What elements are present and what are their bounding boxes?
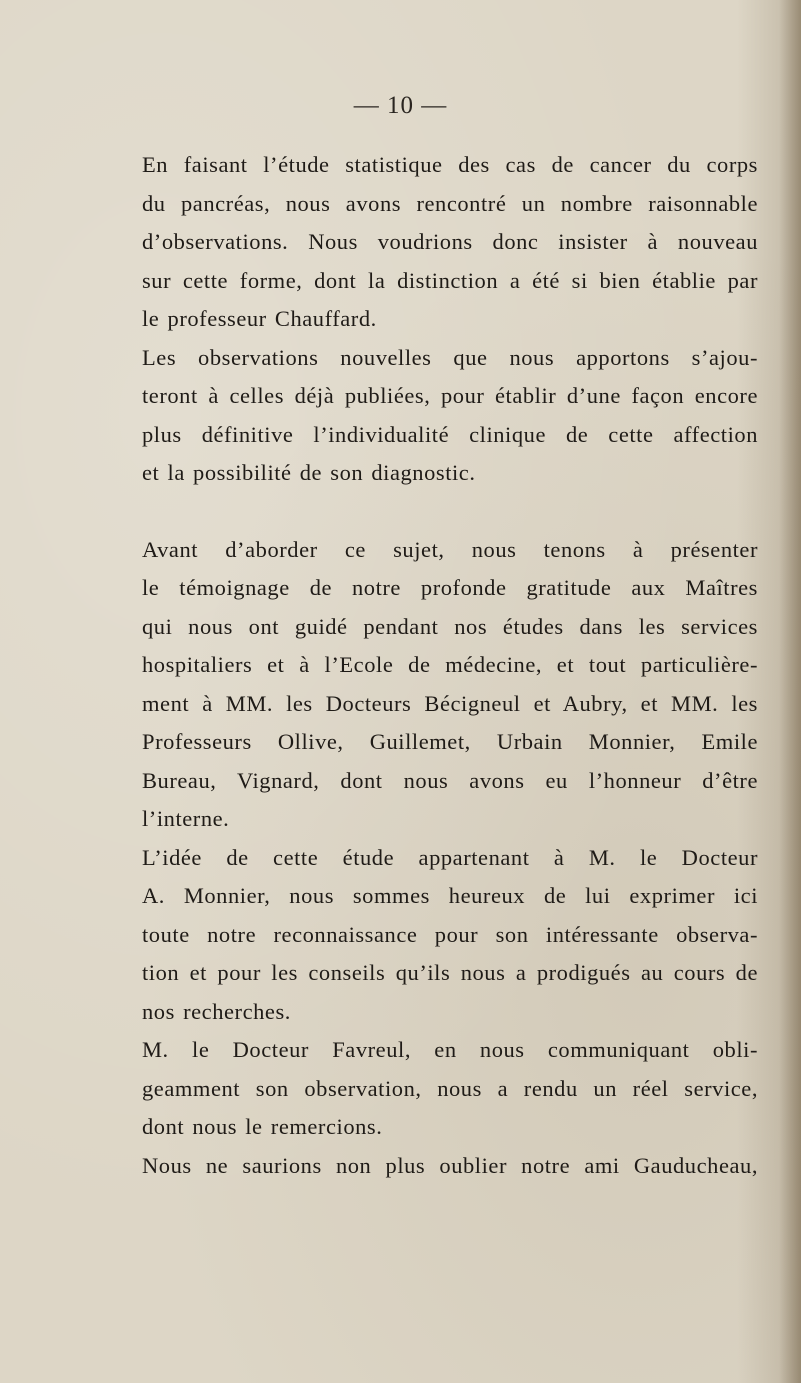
text-line: d’observations. Nous voudrions donc insister à nouveau — [142, 229, 758, 254]
text-line: Avant d’aborder ce sujet, nous tenons à présenter — [142, 536, 758, 562]
paragraph-5 — [142, 1031, 758, 1147]
paragraph-3 — [142, 531, 758, 839]
text-line: le témoignage de notre profonde gratitude aux Maîtres — [142, 575, 758, 600]
text-line: teront à celles déjà publiées, pour établir d’une façon encore — [142, 383, 758, 408]
text-line: geamment son observation, nous a rendu un réel service, — [142, 1075, 758, 1101]
text-line: L’idée de cette étude appartenant à M. le Docteur — [142, 844, 758, 870]
text-line: nos recherches. — [142, 998, 291, 1024]
text-line: qui nous ont guidé pendant nos études dans les services — [142, 613, 758, 639]
text-line: Nous ne saurions non plus oublier notre ami Gauducheau, — [142, 1152, 758, 1178]
body-text — [142, 146, 758, 1185]
text-line: le professeur Chauffard. — [142, 306, 377, 331]
text-line: M. le Docteur Favreul, en nous communiquant obli- — [142, 1037, 758, 1062]
text-line: ment à MM. les Docteurs Bécigneul et Aubry, et MM. les — [142, 690, 758, 716]
text-line: Professeurs Ollive, Guillemet, Urbain Monnier, Emile — [142, 729, 758, 754]
text-line: hospitaliers et à l’Ecole de médecine, et tout particulière- — [142, 652, 758, 677]
paragraph-4 — [142, 839, 758, 1032]
text-line: tion et pour les conseils qu’ils nous a prodigués au cours de — [142, 960, 758, 985]
text-line: toute notre reconnaissance pour son intéressante observa- — [142, 921, 758, 947]
paragraph-6 — [142, 1147, 758, 1186]
page-edge-stain — [779, 0, 801, 1383]
text-line: A. Monnier, nous sommes heureux de lui exprimer ici — [142, 883, 758, 908]
page-number: — 10 — — [353, 92, 448, 119]
text-line: En faisant l’étude statistique des cas de cancer du corps — [142, 152, 758, 177]
text-line: Les observations nouvelles que nous apportons s’ajou- — [142, 344, 758, 370]
section-gap — [142, 493, 758, 531]
text-line: l’interne. — [142, 806, 230, 831]
text-line: plus définitive l’individualité clinique de cette affection — [142, 421, 758, 447]
paragraph-1 — [142, 146, 758, 339]
text-line: du pancréas, nous avons rencontré un nombre raisonnable — [142, 190, 758, 216]
text-line: Bureau, Vignard, dont nous avons eu l’honneur d’être — [142, 767, 758, 793]
paragraph-2 — [142, 339, 758, 493]
text-line: et la possibilité de son diagnostic. — [142, 460, 476, 485]
text-line: sur cette forme, dont la distinction a été si bien établie par — [142, 267, 758, 293]
text-line: dont nous le remercions. — [142, 1114, 383, 1139]
